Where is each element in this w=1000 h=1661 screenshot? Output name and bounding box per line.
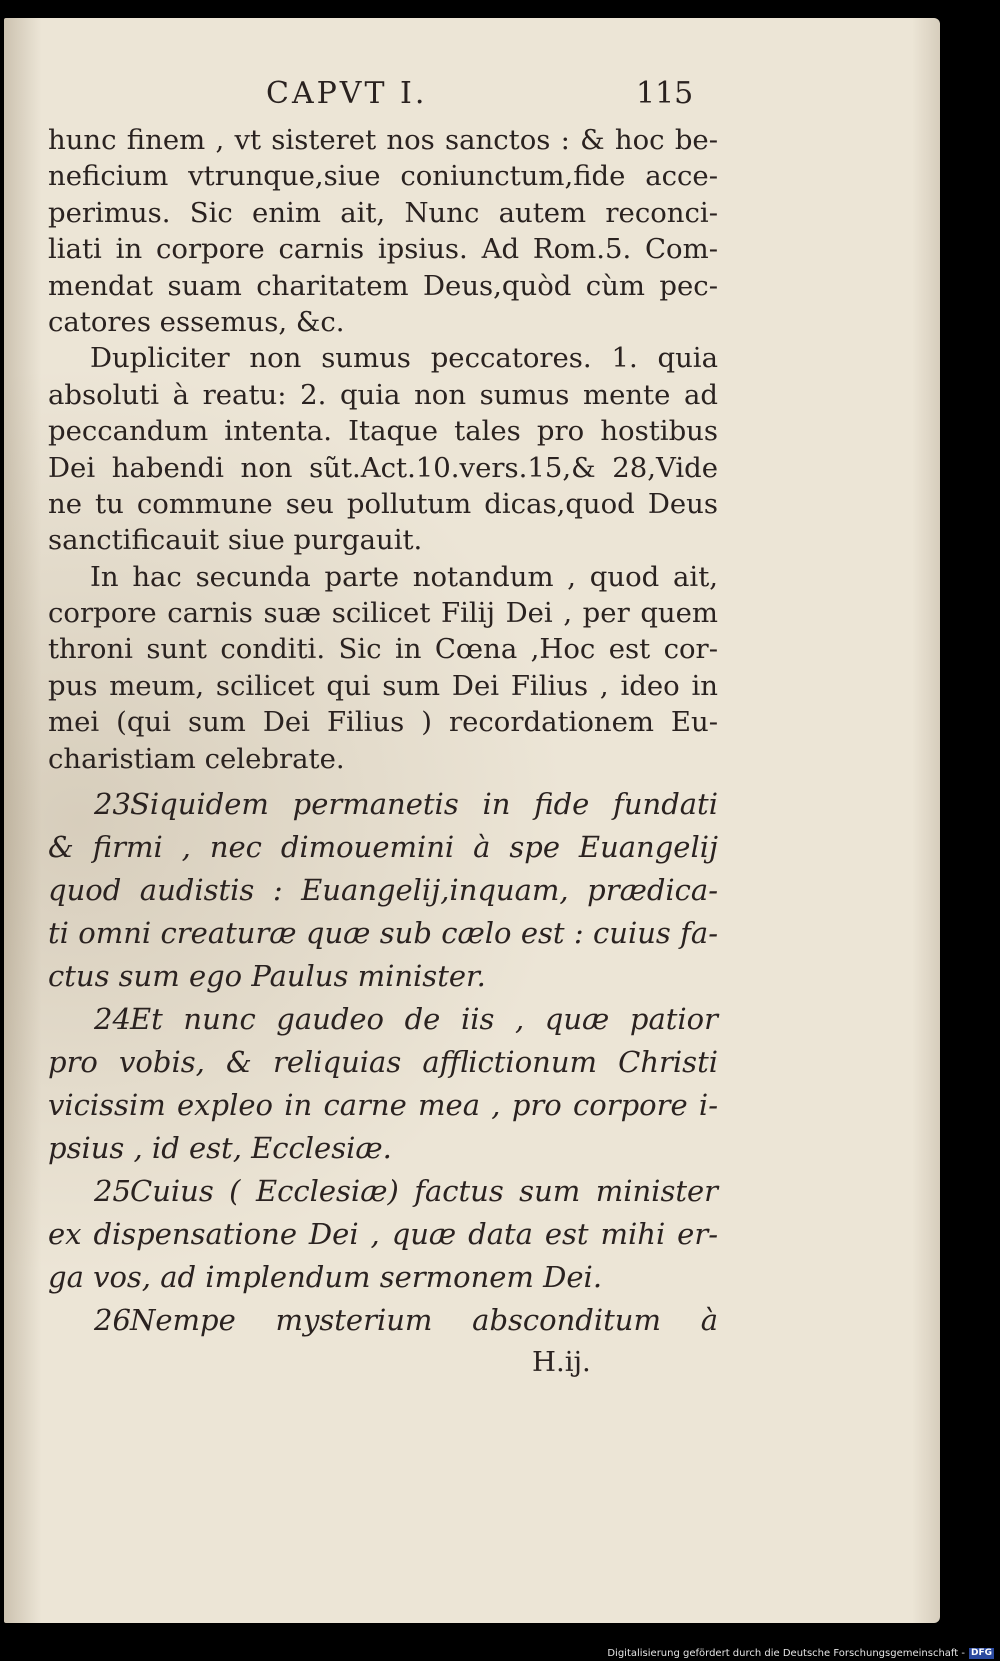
- signature-mark: H.ij.: [532, 1346, 591, 1379]
- text-line: In hac secunda parte notandum , quod ait,: [90, 560, 718, 593]
- running-head: CAPVT I.: [266, 76, 428, 111]
- verse-number: 24: [94, 1002, 131, 1037]
- verse-26: [48, 1299, 718, 1342]
- verse-text: Et nunc gaudeo de iis , quæ patior: [130, 1002, 718, 1037]
- text-line: throni sunt conditi. Sic in Cœna ,Hoc est cor-: [48, 633, 718, 666]
- verse-23: [48, 783, 718, 998]
- text-line: hunc finem , vt sisteret nos sanctos : & hoc be-: [48, 124, 718, 156]
- verse-line: vicissim expleo in carne mea , pro corpore i-: [48, 1088, 718, 1123]
- text-line: Dupliciter non sumus peccatores. 1. quia: [90, 342, 718, 375]
- verse-line: quod audistis : Euangelij,inquam, prædica-: [48, 873, 718, 908]
- digitization-credit: [607, 1648, 994, 1659]
- text-line: mei (qui sum Dei Filius ) recordationem Eu-: [48, 706, 718, 739]
- text-line: pus meum, scilicet qui sum Dei Filius , ideo in: [48, 669, 718, 702]
- verse-line: psius , id est, Ecclesiæ.: [48, 1131, 392, 1166]
- paragraph-1: [48, 122, 718, 340]
- verse-line: ti omni creaturæ quæ sub cælo est : cuius fa-: [48, 916, 718, 951]
- paragraph-3: [48, 559, 718, 777]
- verse-text: Cuius ( Ecclesiæ) factus sum minister: [130, 1174, 718, 1209]
- verse-number: 23: [94, 787, 131, 822]
- verse-number: 26: [94, 1303, 131, 1338]
- text-line: mendat suam charitatem Deus,quòd cùm pec-: [48, 269, 718, 302]
- verse-line: [48, 998, 718, 1041]
- book-page: [4, 18, 940, 1623]
- verse-line: ex dispensatione Dei , quæ data est mihi er-: [48, 1217, 718, 1252]
- verse-line: & firmi , nec dimouemini à spe Euangelij: [48, 830, 718, 865]
- verse-number: 25: [94, 1174, 131, 1209]
- verse-line: ctus sum ego Paulus minister.: [48, 959, 486, 994]
- verse-line: pro vobis, & reliquias afflictionum Christi: [48, 1045, 718, 1080]
- text-line: catores essemus, &c.: [48, 305, 345, 338]
- text-line: Dei habendi non sũt.Act.10.vers.15,& 28,Vide: [48, 451, 718, 484]
- verse-text: Nempe mysterium absconditum à: [130, 1303, 718, 1338]
- credit-text: Digitalisierung gefördert durch die Deutsche Forschungsgemeinschaft -: [607, 1648, 965, 1659]
- text-line: absoluti à reatu: 2. quia non sumus mente ad: [48, 378, 718, 411]
- page-header: [48, 76, 718, 122]
- text-line: neficium vtrunque,siue coniunctum,fide acce-: [48, 160, 718, 193]
- text-line: perimus. Sic enim ait, Nunc autem reconci-: [48, 196, 718, 229]
- verse-line: [48, 1299, 718, 1342]
- verse-line: [48, 783, 718, 826]
- paragraph-2: [48, 340, 718, 558]
- verse-line: ga vos, ad implendum sermonem Dei.: [48, 1260, 603, 1295]
- text-line: charistiam celebrate.: [48, 742, 345, 775]
- text-line: liati in corpore carnis ipsius. Ad Rom.5. Com-: [48, 233, 718, 266]
- verse-25: [48, 1170, 718, 1299]
- text-line: ne tu commune seu pollutum dicas,quod Deus: [48, 487, 718, 520]
- verse-line: [48, 1170, 718, 1213]
- dfg-logo-icon: DFG: [970, 1648, 992, 1658]
- text-line: peccandum intenta. Itaque tales pro hostibus: [48, 415, 718, 448]
- text-line: sanctificauit siue purgauit.: [48, 524, 423, 557]
- text-line: corpore carnis suæ scilicet Filij Dei , per quem: [48, 597, 718, 630]
- page-text: [48, 76, 718, 1382]
- page-number: 115: [636, 76, 694, 111]
- verse-text: Siquidem permanetis in fide fundati: [130, 787, 718, 822]
- verse-24: [48, 998, 718, 1170]
